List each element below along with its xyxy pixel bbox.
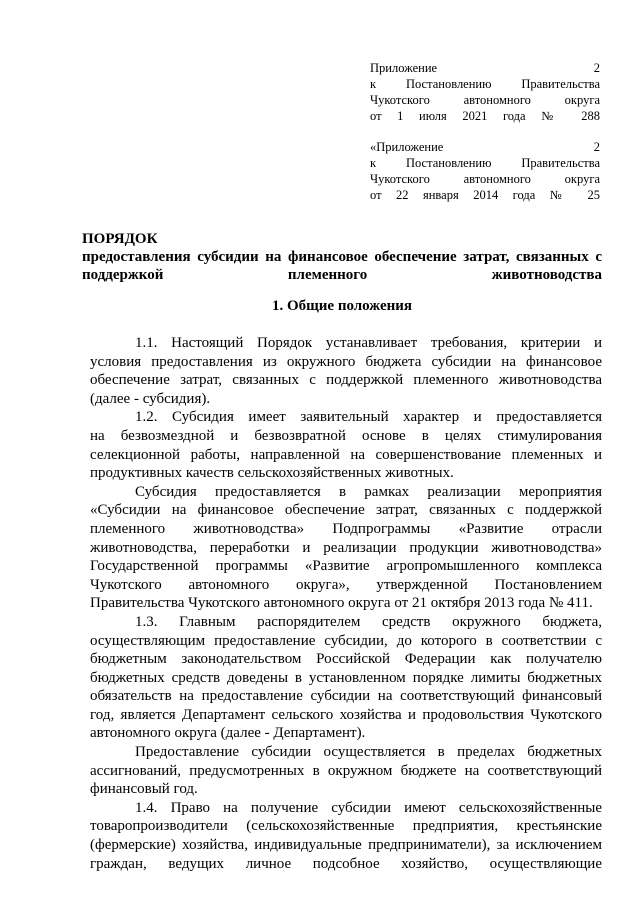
paragraph-1-2: [90, 408, 602, 482]
paragraph-line: Чукотского автономного округа», утвержденной Постановлением: [90, 576, 602, 593]
attachment-current-block: [370, 60, 600, 124]
attachment-previous-line: Чукотского автономного округа: [370, 172, 600, 186]
title-heading: ПОРЯДОК: [82, 231, 158, 247]
paragraph-budget-limits: [90, 743, 602, 799]
paragraph-line: племенного животноводства» Подпрограммы «Развитие отрасли: [90, 520, 602, 537]
paragraph-line: 1.2. Субсидия имеет заявительный характер и предоставляется: [135, 409, 602, 426]
attachment-current-line: Чукотского автономного округа: [370, 93, 600, 107]
paragraph-line: 1.1. Настоящий Порядок устанавливает требования, критерии и: [135, 335, 602, 351]
paragraph-line: финансовый год.: [90, 781, 198, 798]
attachment-previous-line: «Приложение 2: [370, 140, 600, 154]
paragraph-line: продуктивных качеств сельскохозяйственных животных.: [90, 465, 454, 482]
paragraph-1-4: [90, 799, 602, 873]
title-subtitle-line: поддержкой племенного животноводства: [82, 267, 602, 283]
title-subtitle-line: предоставления субсидии на финансовое обеспечение затрат, связанных с: [82, 249, 602, 265]
paragraph-line: граждан, ведущих личное подсобное хозяйство, осуществляющие: [90, 855, 602, 872]
paragraph-line: автономного округа (далее - Департамент).: [90, 725, 366, 742]
paragraph-line: осуществляющим предоставление субсидии, до которого в соответствии с: [90, 632, 602, 649]
paragraph-line: Государственной программы «Развитие агропромышленного комплекса: [90, 558, 602, 575]
paragraph-subsidy-program: [90, 483, 602, 613]
paragraph-line: селекционной работы, направленной на совершенствование племенных и: [90, 446, 602, 463]
document-title: [82, 230, 602, 284]
paragraph-line: (далее - субсидия).: [90, 390, 211, 407]
document-body: [90, 334, 602, 873]
paragraph-line: «Субсидии на финансовое обеспечение затрат, связанных с поддержкой: [90, 502, 602, 519]
attachment-current-line: Приложение 2: [370, 61, 600, 75]
paragraph-line: 1.3. Главным распорядителем средств окружного бюджета,: [135, 613, 602, 630]
paragraph-1-3: [90, 613, 602, 743]
paragraph-line: Субсидия предоставляется в рамках реализации мероприятия: [135, 483, 602, 500]
paragraph-line: товаропроизводители (сельскохозяйственные предприятия, крестьянские: [90, 818, 602, 835]
section-heading: 1. Общие положения: [271, 298, 413, 314]
paragraph-line: Правительства Чукотского автономного округа от 21 октября 2013 года № 411.: [90, 595, 593, 612]
paragraph-line: бюджетных средств доведены в установленном порядке лимиты бюджетных: [90, 669, 602, 686]
paragraph-line: условия предоставления из окружного бюджета субсидии на финансовое: [90, 353, 602, 370]
paragraph-line: животноводства, переработки и реализации продукции животноводства»: [90, 539, 602, 556]
paragraph-line: обеспечение затрат, связанных с поддержкой племенного животноводства: [90, 372, 602, 389]
attachment-previous-line: от 22 января 2014 года № 25: [370, 188, 600, 202]
paragraph-line: Предоставление субсидии осуществляется в пределах бюджетных: [135, 744, 602, 761]
attachment-previous-block: [370, 139, 600, 203]
paragraph-line: 1.4. Право на получение субсидии имеют сельскохозяйственные: [135, 799, 602, 816]
paragraph-line: ассигнований, предусмотренных в окружном бюджете на соответствующий: [90, 762, 602, 779]
paragraph-line: бюджетным законодательством Российской Федерации как получателю: [90, 651, 602, 668]
paragraph-line: год, является Департамент сельского хозяйства и продовольствия Чукотского: [90, 706, 602, 723]
paragraph-line: (фермерские) хозяйства, индивидуальные предприниматели), за исключением: [90, 837, 602, 854]
attachment-current-line: от 1 июля 2021 года № 288: [370, 109, 600, 123]
paragraph-line: на безвозмездной и безвозвратной основе в целях стимулирования: [90, 427, 602, 444]
attachment-current-line: к Постановлению Правительства: [370, 77, 600, 91]
paragraph-line: обязательств на предоставление субсидии на соответствующий финансовый: [90, 688, 602, 705]
paragraph-1-1: [90, 334, 602, 408]
attachment-previous-line: к Постановлению Правительства: [370, 156, 600, 170]
